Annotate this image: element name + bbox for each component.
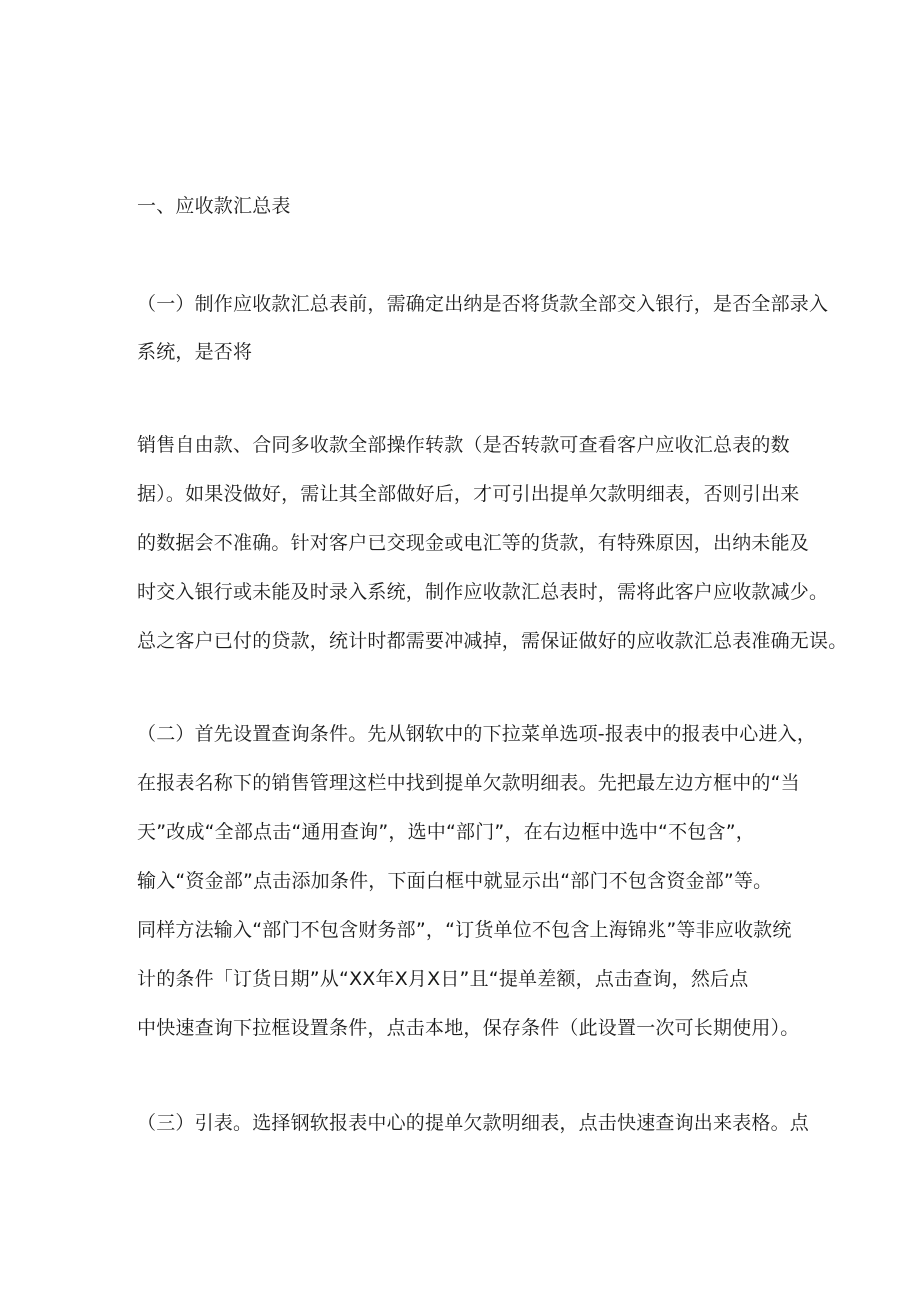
paragraph-line: 输入“资金部”点击添加条件，下面白框中就显示出“部门不包含资金部”等。 <box>137 870 773 892</box>
paragraph-line: 天”改成“全部点击“通用查询”，选中“部门”，在右边框中选中“不包含”， <box>137 821 755 843</box>
paragraph-line: （二）首先设置查询条件。先从钢软中的下拉菜单选项-报表中的报表中心进入， <box>137 723 817 745</box>
paragraph-line: （三）引表。选择钢软报表中心的提单欠款明细表，点击快速查询出来表格。点 <box>137 1112 810 1134</box>
paragraph-line: 中快速查询下拉框设置条件，点击本地，保存条件（此设置一次可长期使用）。 <box>137 1017 800 1039</box>
paragraph-line: 同样方法输入“部门不包含财务部”，“订货单位不包含上海锦兆”等非应收款统 <box>137 919 792 941</box>
paragraph-line: 总之客户已付的贷款，统计时都需要冲减掉，需保证做好的应收款汇总表准确无误。 <box>137 630 848 652</box>
paragraph-line: 计的条件「订货日期”从“XX年X月X日”且“提单差额，点击查询，然后点 <box>137 968 749 990</box>
section-heading: 一、应收款汇总表 <box>137 195 291 217</box>
paragraph-line: 时交入银行或未能及时录入系统，制作应收款汇总表时，需将此客户应收款减少。 <box>137 581 829 603</box>
paragraph-line: 的数据会不准确。针对客户已交现金或电汇等的货款，有特殊原因，出纳未能及 <box>137 532 810 554</box>
paragraph-line: （一）制作应收款汇总表前，需确定出纳是否将货款全部交入银行，是否全部录入 <box>137 293 829 315</box>
paragraph-line: 在报表名称下的销售管理这栏中找到提单欠款明细表。先把最左边方框中的“当 <box>137 772 800 794</box>
paragraph-line: 据）。如果没做好，需让其全部做好后，才可引出提单欠款明细表，否则引出来 <box>137 483 800 505</box>
paragraph-line: 销售自由款、合同多收款全部操作转款（是否转款可查看客户应收汇总表的数 <box>137 434 790 456</box>
paragraph-line: 系统，是否将 <box>137 341 253 363</box>
